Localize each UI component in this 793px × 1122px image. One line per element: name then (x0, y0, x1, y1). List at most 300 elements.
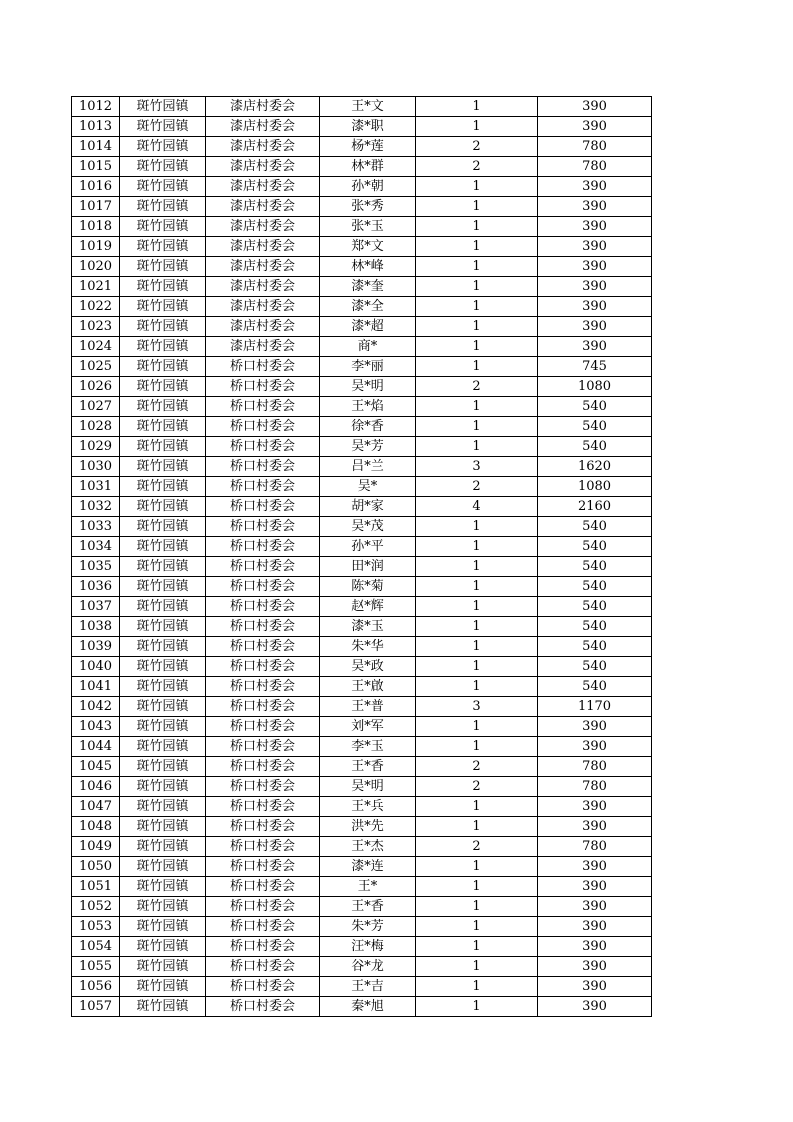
town-cell: 斑竹园镇 (120, 657, 206, 677)
amount-cell: 390 (538, 257, 652, 277)
village-cell: 桥口村委会 (206, 837, 320, 857)
village-cell: 漆店村委会 (206, 297, 320, 317)
village-cell: 桥口村委会 (206, 357, 320, 377)
town-cell: 斑竹园镇 (120, 677, 206, 697)
count-cell: 1 (416, 937, 538, 957)
count-cell: 1 (416, 177, 538, 197)
name-cell: 王*焰 (320, 397, 416, 417)
name-cell: 谷*龙 (320, 957, 416, 977)
town-cell: 斑竹园镇 (120, 837, 206, 857)
town-cell: 斑竹园镇 (120, 997, 206, 1017)
town-cell: 斑竹园镇 (120, 437, 206, 457)
amount-cell: 390 (538, 997, 652, 1017)
amount-cell: 390 (538, 177, 652, 197)
table-row (72, 697, 652, 717)
table-row (72, 657, 652, 677)
count-cell: 1 (416, 817, 538, 837)
count-cell: 1 (416, 537, 538, 557)
count-cell: 1 (416, 657, 538, 677)
count-cell: 1 (416, 737, 538, 757)
village-cell: 桥口村委会 (206, 957, 320, 977)
row-id-cell: 1041 (72, 677, 120, 697)
village-cell: 漆店村委会 (206, 277, 320, 297)
name-cell: 王*兵 (320, 797, 416, 817)
row-id-cell: 1015 (72, 157, 120, 177)
table-row (72, 217, 652, 237)
amount-cell: 540 (538, 657, 652, 677)
amount-cell: 540 (538, 517, 652, 537)
count-cell: 1 (416, 417, 538, 437)
table-row (72, 437, 652, 457)
village-cell: 漆店村委会 (206, 237, 320, 257)
amount-cell: 390 (538, 797, 652, 817)
name-cell: 林*群 (320, 157, 416, 177)
village-cell: 桥口村委会 (206, 697, 320, 717)
name-cell: 吴* (320, 477, 416, 497)
village-cell: 漆店村委会 (206, 137, 320, 157)
table-row (72, 257, 652, 277)
row-id-cell: 1034 (72, 537, 120, 557)
name-cell: 张*玉 (320, 217, 416, 237)
amount-cell: 390 (538, 97, 652, 117)
row-id-cell: 1047 (72, 797, 120, 817)
table-row (72, 137, 652, 157)
amount-cell: 780 (538, 757, 652, 777)
name-cell: 漆*职 (320, 117, 416, 137)
count-cell: 1 (416, 397, 538, 417)
amount-cell: 390 (538, 217, 652, 237)
name-cell: 陈*菊 (320, 577, 416, 597)
amount-cell: 390 (538, 937, 652, 957)
name-cell: 吴*明 (320, 377, 416, 397)
table-row (72, 97, 652, 117)
name-cell: 刘*军 (320, 717, 416, 737)
table-row (72, 557, 652, 577)
town-cell: 斑竹园镇 (120, 317, 206, 337)
count-cell: 1 (416, 337, 538, 357)
village-cell: 桥口村委会 (206, 397, 320, 417)
row-id-cell: 1038 (72, 617, 120, 637)
amount-cell: 540 (538, 637, 652, 657)
town-cell: 斑竹园镇 (120, 777, 206, 797)
table-row (72, 777, 652, 797)
village-cell: 桥口村委会 (206, 997, 320, 1017)
amount-cell: 390 (538, 337, 652, 357)
row-id-cell: 1051 (72, 877, 120, 897)
name-cell: 王*香 (320, 757, 416, 777)
count-cell: 1 (416, 977, 538, 997)
village-cell: 漆店村委会 (206, 177, 320, 197)
row-id-cell: 1046 (72, 777, 120, 797)
row-id-cell: 1020 (72, 257, 120, 277)
town-cell: 斑竹园镇 (120, 717, 206, 737)
row-id-cell: 1026 (72, 377, 120, 397)
records-table (71, 96, 652, 1017)
row-id-cell: 1056 (72, 977, 120, 997)
amount-cell: 540 (538, 577, 652, 597)
row-id-cell: 1055 (72, 957, 120, 977)
town-cell: 斑竹园镇 (120, 917, 206, 937)
count-cell: 1 (416, 597, 538, 617)
count-cell: 1 (416, 857, 538, 877)
amount-cell: 540 (538, 557, 652, 577)
village-cell: 桥口村委会 (206, 737, 320, 757)
row-id-cell: 1022 (72, 297, 120, 317)
village-cell: 桥口村委会 (206, 457, 320, 477)
town-cell: 斑竹园镇 (120, 737, 206, 757)
town-cell: 斑竹园镇 (120, 397, 206, 417)
village-cell: 漆店村委会 (206, 157, 320, 177)
table-row (72, 757, 652, 777)
village-cell: 桥口村委会 (206, 657, 320, 677)
village-cell: 桥口村委会 (206, 377, 320, 397)
amount-cell: 390 (538, 957, 652, 977)
town-cell: 斑竹园镇 (120, 977, 206, 997)
amount-cell: 390 (538, 717, 652, 737)
name-cell: 吕*兰 (320, 457, 416, 477)
name-cell: 吴*政 (320, 657, 416, 677)
count-cell: 2 (416, 157, 538, 177)
row-id-cell: 1044 (72, 737, 120, 757)
count-cell: 1 (416, 617, 538, 637)
town-cell: 斑竹园镇 (120, 517, 206, 537)
amount-cell: 780 (538, 837, 652, 857)
amount-cell: 540 (538, 437, 652, 457)
name-cell: 商* (320, 337, 416, 357)
village-cell: 桥口村委会 (206, 757, 320, 777)
name-cell: 漆*奎 (320, 277, 416, 297)
town-cell: 斑竹园镇 (120, 537, 206, 557)
table-row (72, 737, 652, 757)
row-id-cell: 1018 (72, 217, 120, 237)
amount-cell: 780 (538, 137, 652, 157)
village-cell: 桥口村委会 (206, 537, 320, 557)
town-cell: 斑竹园镇 (120, 577, 206, 597)
town-cell: 斑竹园镇 (120, 897, 206, 917)
count-cell: 3 (416, 457, 538, 477)
count-cell: 1 (416, 277, 538, 297)
village-cell: 桥口村委会 (206, 617, 320, 637)
town-cell: 斑竹园镇 (120, 197, 206, 217)
name-cell: 赵*辉 (320, 597, 416, 617)
village-cell: 桥口村委会 (206, 937, 320, 957)
amount-cell: 390 (538, 917, 652, 937)
village-cell: 桥口村委会 (206, 797, 320, 817)
table-row (72, 537, 652, 557)
village-cell: 桥口村委会 (206, 877, 320, 897)
amount-cell: 390 (538, 237, 652, 257)
row-id-cell: 1019 (72, 237, 120, 257)
table-row (72, 517, 652, 537)
amount-cell: 390 (538, 317, 652, 337)
town-cell: 斑竹园镇 (120, 817, 206, 837)
row-id-cell: 1035 (72, 557, 120, 577)
table-row (72, 797, 652, 817)
table-row (72, 997, 652, 1017)
row-id-cell: 1049 (72, 837, 120, 857)
town-cell: 斑竹园镇 (120, 877, 206, 897)
amount-cell: 390 (538, 817, 652, 837)
row-id-cell: 1048 (72, 817, 120, 837)
amount-cell: 540 (538, 677, 652, 697)
row-id-cell: 1030 (72, 457, 120, 477)
row-id-cell: 1031 (72, 477, 120, 497)
name-cell: 漆*全 (320, 297, 416, 317)
town-cell: 斑竹园镇 (120, 797, 206, 817)
table-row (72, 237, 652, 257)
name-cell: 王*杰 (320, 837, 416, 857)
town-cell: 斑竹园镇 (120, 157, 206, 177)
village-cell: 漆店村委会 (206, 97, 320, 117)
name-cell: 徐*香 (320, 417, 416, 437)
village-cell: 桥口村委会 (206, 577, 320, 597)
town-cell: 斑竹园镇 (120, 137, 206, 157)
row-id-cell: 1050 (72, 857, 120, 877)
count-cell: 1 (416, 877, 538, 897)
name-cell: 漆*连 (320, 857, 416, 877)
row-id-cell: 1042 (72, 697, 120, 717)
table-row (72, 377, 652, 397)
town-cell: 斑竹园镇 (120, 377, 206, 397)
row-id-cell: 1028 (72, 417, 120, 437)
table-row (72, 117, 652, 137)
town-cell: 斑竹园镇 (120, 637, 206, 657)
amount-cell: 780 (538, 777, 652, 797)
count-cell: 1 (416, 957, 538, 977)
village-cell: 漆店村委会 (206, 217, 320, 237)
table-row (72, 457, 652, 477)
count-cell: 1 (416, 637, 538, 657)
count-cell: 1 (416, 797, 538, 817)
name-cell: 洪*先 (320, 817, 416, 837)
name-cell: 朱*华 (320, 637, 416, 657)
count-cell: 2 (416, 757, 538, 777)
row-id-cell: 1045 (72, 757, 120, 777)
name-cell: 吴*茂 (320, 517, 416, 537)
village-cell: 桥口村委会 (206, 417, 320, 437)
amount-cell: 390 (538, 737, 652, 757)
records-table-body (72, 97, 652, 1017)
village-cell: 桥口村委会 (206, 897, 320, 917)
town-cell: 斑竹园镇 (120, 297, 206, 317)
town-cell: 斑竹园镇 (120, 617, 206, 637)
row-id-cell: 1012 (72, 97, 120, 117)
table-row (72, 977, 652, 997)
village-cell: 桥口村委会 (206, 597, 320, 617)
village-cell: 桥口村委会 (206, 717, 320, 737)
village-cell: 漆店村委会 (206, 257, 320, 277)
town-cell: 斑竹园镇 (120, 217, 206, 237)
table-row (72, 177, 652, 197)
count-cell: 2 (416, 137, 538, 157)
amount-cell: 390 (538, 277, 652, 297)
table-row (72, 617, 652, 637)
amount-cell: 540 (538, 397, 652, 417)
village-cell: 桥口村委会 (206, 977, 320, 997)
table-row (72, 197, 652, 217)
row-id-cell: 1054 (72, 937, 120, 957)
town-cell: 斑竹园镇 (120, 337, 206, 357)
village-cell: 桥口村委会 (206, 817, 320, 837)
table-row (72, 317, 652, 337)
count-cell: 1 (416, 557, 538, 577)
count-cell: 1 (416, 917, 538, 937)
name-cell: 王*香 (320, 897, 416, 917)
table-row (72, 917, 652, 937)
name-cell: 漆*玉 (320, 617, 416, 637)
table-row (72, 717, 652, 737)
name-cell: 王*普 (320, 697, 416, 717)
town-cell: 斑竹园镇 (120, 237, 206, 257)
row-id-cell: 1033 (72, 517, 120, 537)
count-cell: 1 (416, 197, 538, 217)
table-row (72, 817, 652, 837)
row-id-cell: 1043 (72, 717, 120, 737)
village-cell: 桥口村委会 (206, 497, 320, 517)
count-cell: 3 (416, 697, 538, 717)
count-cell: 4 (416, 497, 538, 517)
row-id-cell: 1052 (72, 897, 120, 917)
name-cell: 孙*平 (320, 537, 416, 557)
name-cell: 王* (320, 877, 416, 897)
table-row (72, 937, 652, 957)
town-cell: 斑竹园镇 (120, 357, 206, 377)
name-cell: 吴*芳 (320, 437, 416, 457)
amount-cell: 390 (538, 857, 652, 877)
village-cell: 桥口村委会 (206, 777, 320, 797)
name-cell: 汪*梅 (320, 937, 416, 957)
row-id-cell: 1016 (72, 177, 120, 197)
name-cell: 孙*朝 (320, 177, 416, 197)
name-cell: 林*峰 (320, 257, 416, 277)
name-cell: 胡*家 (320, 497, 416, 517)
village-cell: 桥口村委会 (206, 477, 320, 497)
amount-cell: 1620 (538, 457, 652, 477)
count-cell: 1 (416, 297, 538, 317)
table-row (72, 897, 652, 917)
amount-cell: 1170 (538, 697, 652, 717)
table-row (72, 477, 652, 497)
village-cell: 桥口村委会 (206, 917, 320, 937)
name-cell: 王*文 (320, 97, 416, 117)
name-cell: 吴*明 (320, 777, 416, 797)
row-id-cell: 1029 (72, 437, 120, 457)
name-cell: 秦*旭 (320, 997, 416, 1017)
amount-cell: 390 (538, 977, 652, 997)
town-cell: 斑竹园镇 (120, 277, 206, 297)
count-cell: 2 (416, 477, 538, 497)
name-cell: 李*丽 (320, 357, 416, 377)
count-cell: 1 (416, 357, 538, 377)
table-row (72, 957, 652, 977)
town-cell: 斑竹园镇 (120, 597, 206, 617)
row-id-cell: 1032 (72, 497, 120, 517)
table-row (72, 597, 652, 617)
row-id-cell: 1036 (72, 577, 120, 597)
amount-cell: 390 (538, 197, 652, 217)
name-cell: 李*玉 (320, 737, 416, 757)
table-row (72, 417, 652, 437)
town-cell: 斑竹园镇 (120, 417, 206, 437)
count-cell: 1 (416, 997, 538, 1017)
count-cell: 1 (416, 217, 538, 237)
row-id-cell: 1017 (72, 197, 120, 217)
amount-cell: 540 (538, 537, 652, 557)
amount-cell: 540 (538, 617, 652, 637)
name-cell: 王*吉 (320, 977, 416, 997)
amount-cell: 390 (538, 297, 652, 317)
name-cell: 朱*芳 (320, 917, 416, 937)
table-row (72, 157, 652, 177)
table-row (72, 877, 652, 897)
amount-cell: 1080 (538, 377, 652, 397)
village-cell: 桥口村委会 (206, 437, 320, 457)
count-cell: 1 (416, 317, 538, 337)
table-row (72, 277, 652, 297)
town-cell: 斑竹园镇 (120, 457, 206, 477)
row-id-cell: 1025 (72, 357, 120, 377)
count-cell: 1 (416, 237, 538, 257)
row-id-cell: 1053 (72, 917, 120, 937)
count-cell: 1 (416, 97, 538, 117)
table-row (72, 677, 652, 697)
table-row (72, 837, 652, 857)
row-id-cell: 1014 (72, 137, 120, 157)
village-cell: 漆店村委会 (206, 197, 320, 217)
name-cell: 张*秀 (320, 197, 416, 217)
table-row (72, 857, 652, 877)
name-cell: 王*啟 (320, 677, 416, 697)
town-cell: 斑竹园镇 (120, 477, 206, 497)
town-cell: 斑竹园镇 (120, 757, 206, 777)
amount-cell: 540 (538, 417, 652, 437)
village-cell: 桥口村委会 (206, 517, 320, 537)
count-cell: 1 (416, 437, 538, 457)
village-cell: 漆店村委会 (206, 337, 320, 357)
row-id-cell: 1023 (72, 317, 120, 337)
amount-cell: 390 (538, 877, 652, 897)
village-cell: 桥口村委会 (206, 857, 320, 877)
town-cell: 斑竹园镇 (120, 857, 206, 877)
row-id-cell: 1027 (72, 397, 120, 417)
town-cell: 斑竹园镇 (120, 697, 206, 717)
count-cell: 2 (416, 777, 538, 797)
count-cell: 1 (416, 117, 538, 137)
table-row (72, 577, 652, 597)
count-cell: 1 (416, 257, 538, 277)
table-row (72, 337, 652, 357)
records-table-container (71, 96, 652, 1017)
count-cell: 1 (416, 897, 538, 917)
amount-cell: 390 (538, 117, 652, 137)
village-cell: 漆店村委会 (206, 317, 320, 337)
town-cell: 斑竹园镇 (120, 97, 206, 117)
amount-cell: 540 (538, 597, 652, 617)
row-id-cell: 1024 (72, 337, 120, 357)
village-cell: 桥口村委会 (206, 637, 320, 657)
row-id-cell: 1039 (72, 637, 120, 657)
count-cell: 2 (416, 837, 538, 857)
amount-cell: 745 (538, 357, 652, 377)
table-row (72, 637, 652, 657)
table-row (72, 397, 652, 417)
amount-cell: 1080 (538, 477, 652, 497)
town-cell: 斑竹园镇 (120, 117, 206, 137)
row-id-cell: 1013 (72, 117, 120, 137)
row-id-cell: 1021 (72, 277, 120, 297)
row-id-cell: 1040 (72, 657, 120, 677)
amount-cell: 390 (538, 897, 652, 917)
